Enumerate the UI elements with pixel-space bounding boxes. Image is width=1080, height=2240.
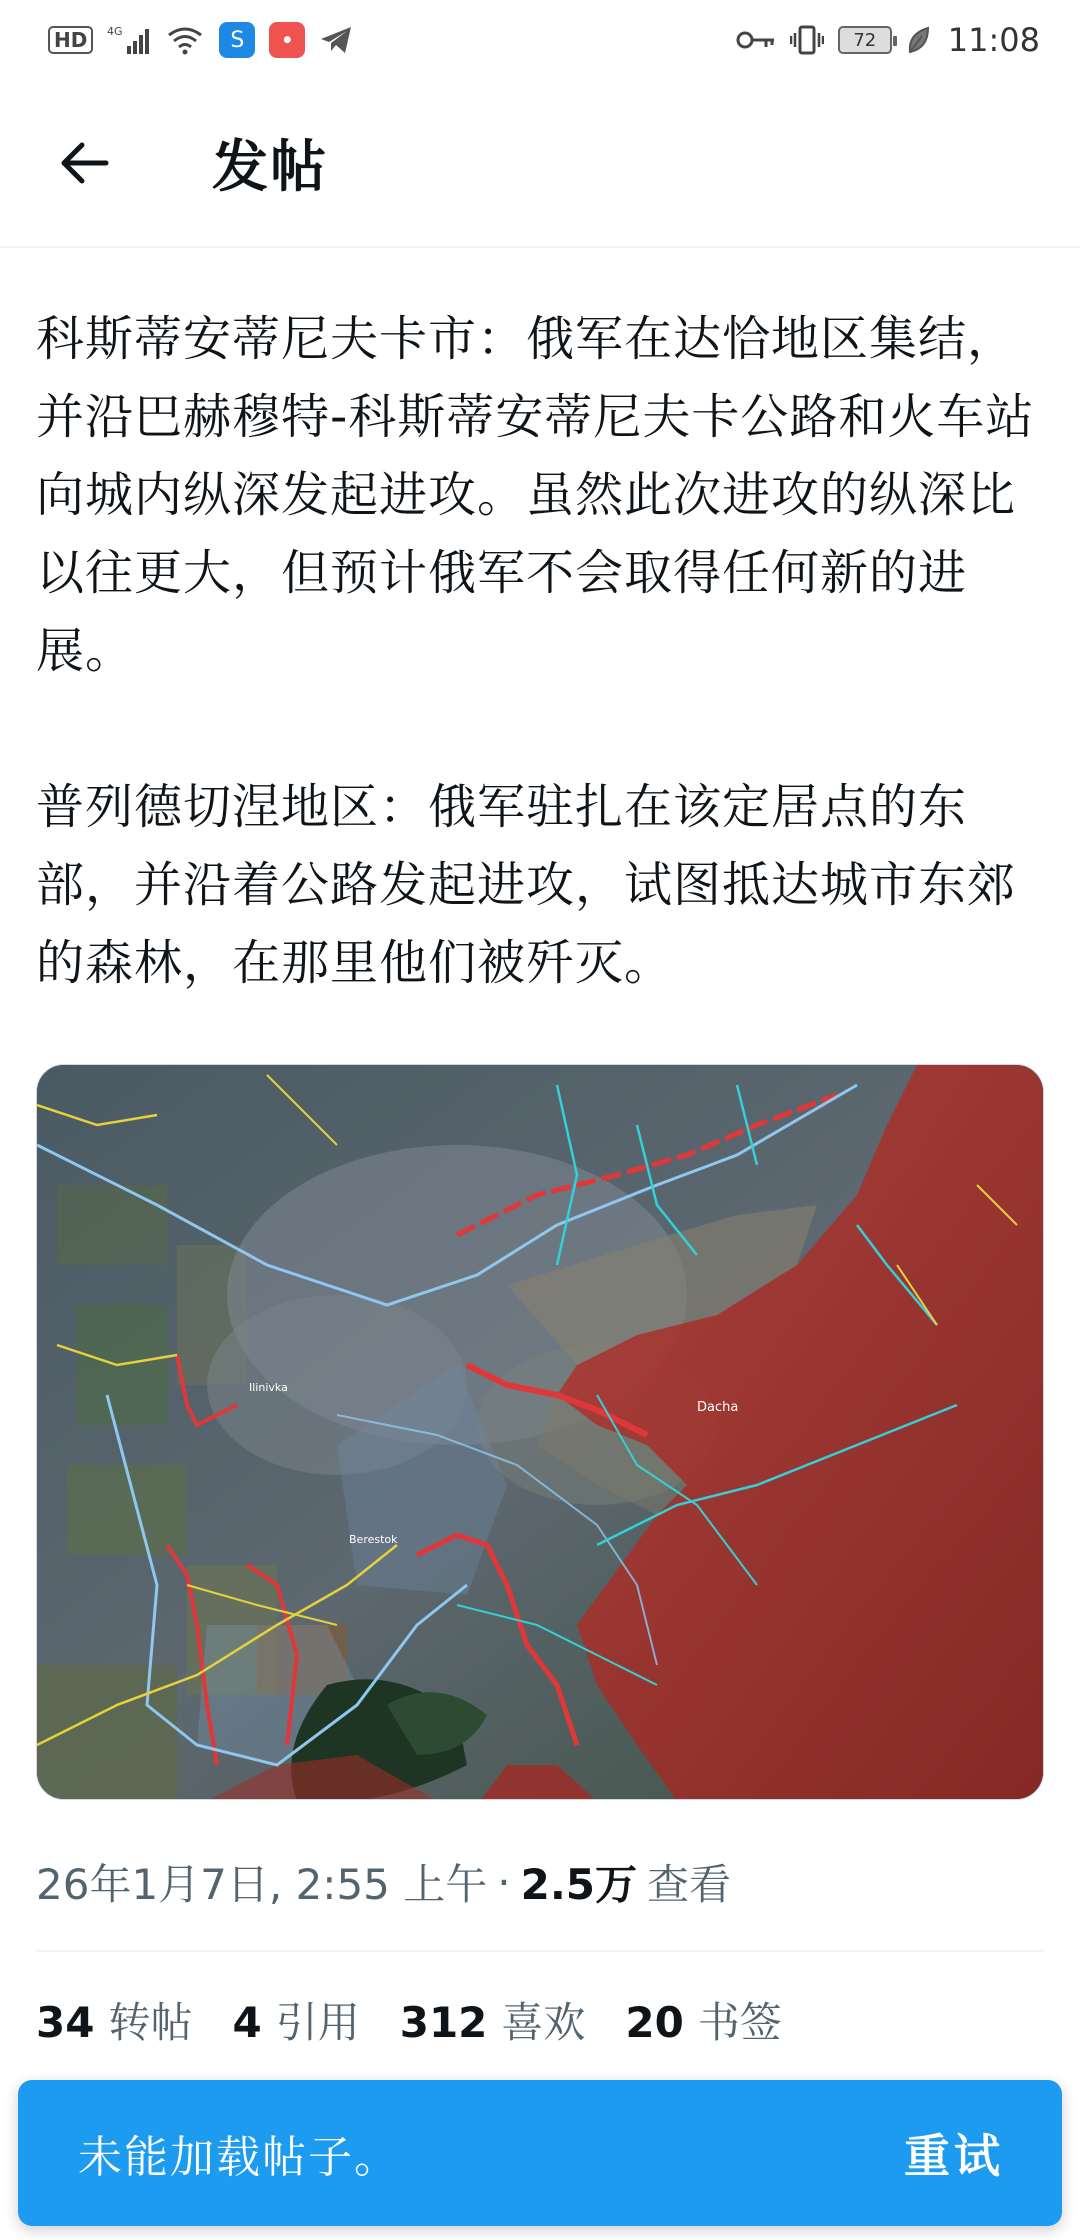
app-notification-icon: S (219, 22, 255, 58)
status-bar (0, 0, 1080, 80)
post-timestamp: 26年1月7日, 2:55 上午 (36, 1860, 488, 1909)
divider (36, 1950, 1044, 1952)
map-label-ilinivka: Ilinivka (249, 1381, 288, 1394)
stat-label: 转帖 (108, 1998, 193, 2047)
stat-number: 34 (36, 1998, 95, 2047)
leaf-icon (906, 26, 930, 54)
map-label-dacha: Dacha (697, 1400, 739, 1415)
huawei-store-icon: ● (269, 22, 305, 58)
arrow-left-icon (56, 135, 112, 191)
page-title: 发帖 (212, 135, 328, 200)
stat-number: 20 (625, 1998, 684, 2047)
status-bar-right (736, 21, 1040, 59)
post-body (36, 300, 1046, 1002)
stat-number: 312 (399, 1998, 488, 2047)
stat-likes[interactable] (400, 1990, 586, 2050)
wifi-icon (165, 25, 205, 55)
views-count: 2.5万 (520, 1860, 638, 1909)
clock: 11:08 (947, 21, 1040, 59)
svg-text:4G: 4G (107, 25, 123, 38)
post-meta (36, 1852, 1046, 1912)
stat-label: 书签 (697, 1998, 782, 2047)
vibrate-icon (790, 24, 824, 56)
back-button[interactable] (36, 115, 132, 211)
post-paragraph: 科斯蒂安蒂尼夫卡市：俄军在达恰地区集结，并沿巴赫穆特-科斯蒂安蒂尼夫卡公路和火车站向城内纵深发起进攻。虽然此次进攻的纵深比以往更大，但预计俄军不会取得任何新的进展。 (36, 311, 1035, 679)
status-bar-left (48, 22, 353, 58)
stat-label: 引用 (275, 1998, 360, 2047)
key-icon (736, 28, 776, 52)
views-label: 查看 (647, 1860, 732, 1909)
stat-label: 喜欢 (501, 1998, 586, 2047)
stat-reposts[interactable] (36, 1990, 192, 2050)
retry-button[interactable]: 重试 (904, 2129, 1004, 2183)
post-stats (36, 1990, 1046, 2050)
stat-bookmarks[interactable] (625, 1990, 781, 2050)
snackbar-message: 未能加载帖子。 (78, 2132, 400, 2183)
telegram-icon (319, 25, 353, 55)
stat-quotes[interactable] (232, 1990, 359, 2050)
post-media-map-image[interactable] (36, 1064, 1044, 1800)
stat-number: 4 (232, 1998, 262, 2047)
post-paragraph: 普列德切涅地区：俄军驻扎在该定居点的东部，并沿着公路发起进攻，试图抵达城市东郊的森林，在那里他们被歼灭。 (36, 779, 1017, 991)
meta-separator: · (497, 1857, 511, 1907)
battery-indicator: 72 (838, 26, 892, 54)
hd-indicator: HD (48, 26, 93, 54)
signal-icon (107, 24, 151, 56)
map-label-berestok: Berestok (349, 1533, 398, 1546)
top-app-bar (0, 80, 1080, 248)
error-snackbar (18, 2080, 1062, 2226)
